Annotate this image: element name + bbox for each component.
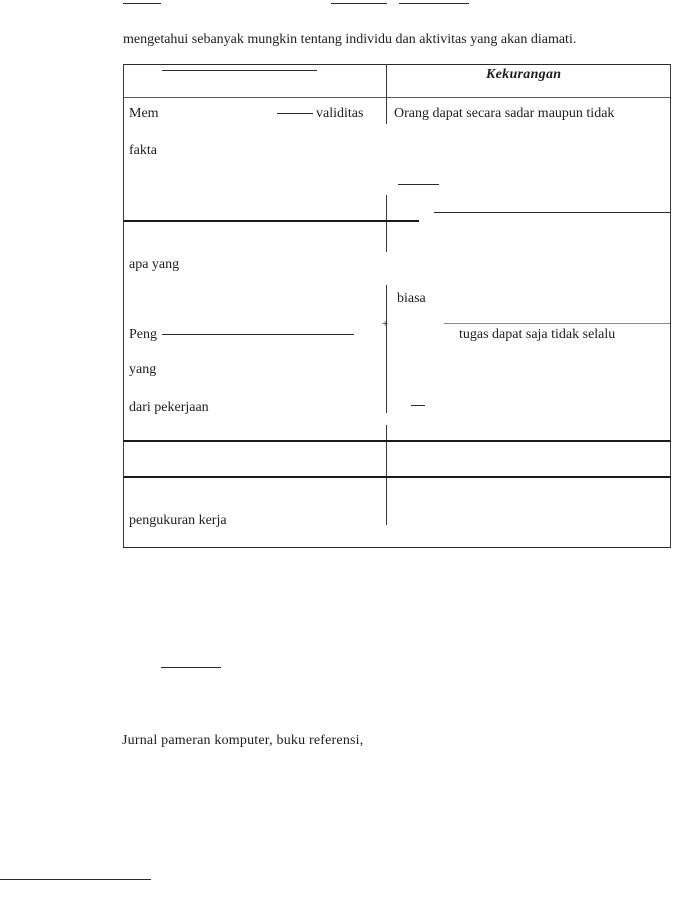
row3-right-line1: tugas dapat saja tidak selalu [459, 327, 616, 342]
row3-left-line3: dari pekerjaan [129, 400, 209, 415]
row1-right-rule [398, 184, 439, 185]
row1-left-line1: Mem [129, 106, 159, 121]
row1-left-line2: fakta [129, 143, 157, 158]
header-weakness: Kekurangan [486, 67, 562, 82]
row2-right-line1: biasa [397, 291, 426, 306]
row-separator-1 [123, 220, 419, 222]
intro-sentence: mengetahui sebanyak mungkin tentang individu dan aktivitas yang akan diamati. [123, 32, 577, 47]
row-separator-2 [162, 334, 354, 335]
row3-dash [411, 405, 425, 406]
row-separator-1-right [434, 212, 670, 213]
row1-left-end: validitas [316, 106, 364, 121]
column-divider [386, 285, 387, 413]
after-paragraph: Jurnal pameran komputer, buku referensi, [122, 733, 364, 748]
header-bottom-border [123, 97, 671, 98]
row-separator-2-right [444, 323, 670, 324]
table-bottom-border [123, 547, 671, 548]
column-divider [386, 64, 387, 124]
row-separator-4 [123, 476, 671, 478]
divider-tick: + [382, 318, 389, 330]
row1-right-line1: Orang dapat secara sadar maupun tidak [394, 106, 615, 121]
row-separator-3 [123, 440, 671, 442]
row2-left-line1: apa yang [129, 257, 180, 272]
short-underline [161, 667, 221, 668]
row3-left-line2: yang [129, 362, 157, 377]
row1-redaction-rule [277, 113, 313, 114]
footnote-rule [0, 879, 151, 880]
row3-left-line1: Peng [129, 327, 157, 342]
table-top-border [123, 64, 671, 65]
column-divider [386, 195, 387, 252]
row4-left-line1: pengukuran kerja [129, 513, 227, 528]
header-title-underline [162, 70, 317, 71]
